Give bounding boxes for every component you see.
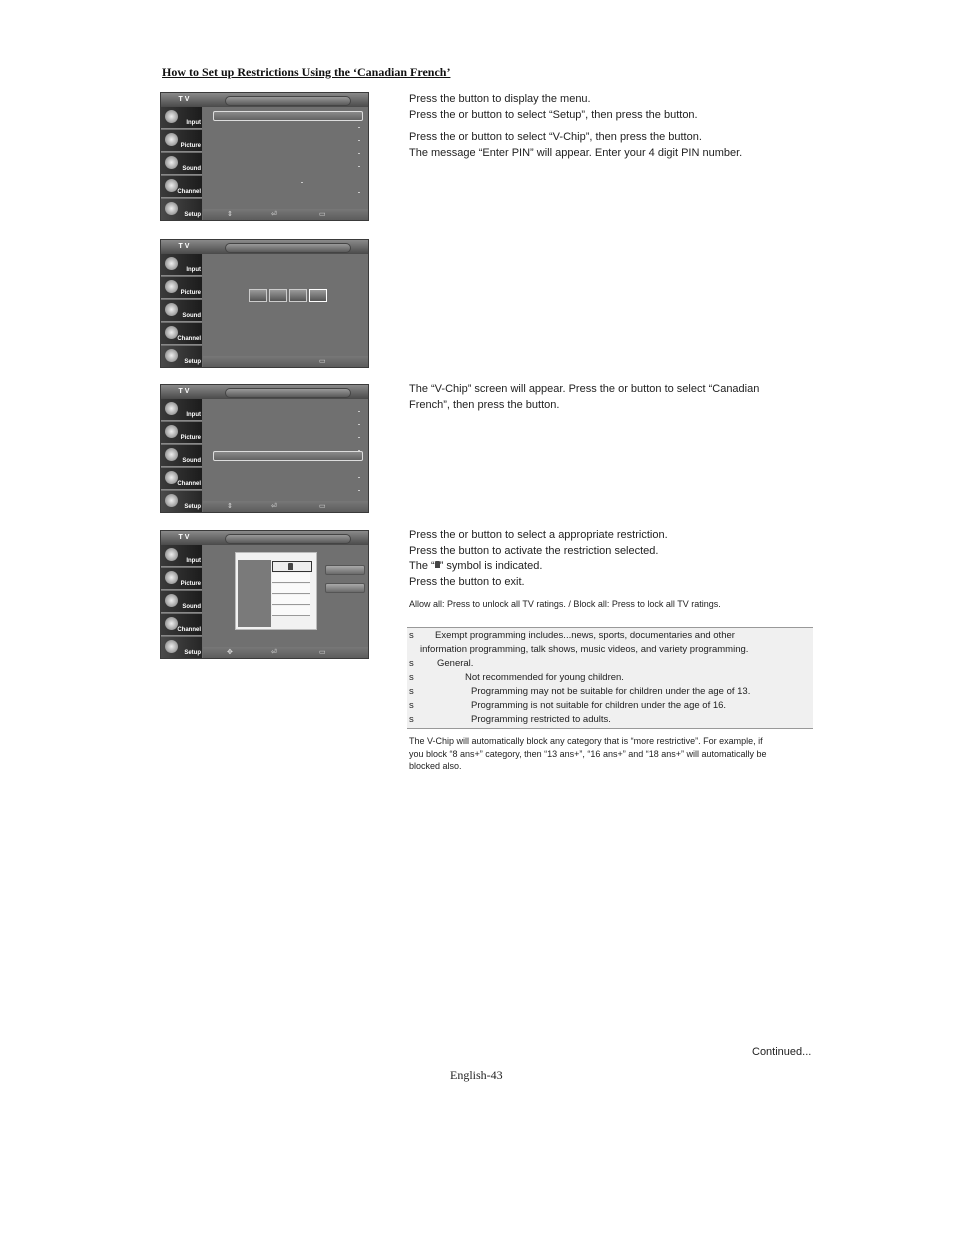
osd-sidebar — [161, 399, 202, 513]
page-number: English-43 — [450, 1068, 503, 1082]
osd-content — [203, 399, 368, 501]
step1-line: Press the or button to select “Setup”, then press the button. — [409, 109, 698, 121]
move-icon: ⇕ — [227, 503, 233, 510]
allow-block-note: Allow all: Press to unlock all TV ratings. / Block all: Press to lock all TV ratings. — [409, 599, 721, 609]
osd-title-pill — [225, 96, 351, 106]
step2-line: The “V-Chip” screen will appear. Press the or button to select “Canadian — [409, 383, 760, 395]
sound-icon — [165, 303, 178, 316]
pin-digit-box — [269, 289, 287, 302]
osd-item-sound — [161, 153, 202, 175]
step2-line: French”, then press the button. — [409, 399, 560, 411]
osd-item-label: Sound — [182, 313, 201, 319]
menu-dot — [301, 182, 303, 183]
osd-item-label: Channel — [177, 627, 201, 633]
vchip-note-line: blocked also. — [409, 761, 462, 771]
picture-icon — [165, 571, 178, 584]
rating-desc: General. — [437, 658, 474, 669]
tv-label: T V — [178, 96, 190, 103]
osd-item-label: Input — [186, 558, 201, 564]
setup-icon — [165, 349, 178, 362]
enter-icon: ⏎ — [271, 649, 277, 656]
osd-bottom-bar — [203, 209, 368, 220]
input-icon — [165, 257, 178, 270]
osd-enter-pin — [160, 239, 369, 368]
osd-title-bar — [161, 385, 368, 399]
return-icon: ▭ — [319, 649, 326, 656]
rating-cell — [272, 573, 310, 583]
setup-icon — [165, 640, 178, 653]
rating-cell — [272, 584, 310, 594]
osd-item-sound — [161, 300, 202, 322]
pin-digit-box — [309, 289, 327, 302]
osd-item-label: Picture — [180, 290, 201, 296]
bullet: s — [409, 700, 414, 711]
osd-item-label: Input — [186, 267, 201, 273]
step3-line: Press the button to activate the restriction selected. — [409, 545, 659, 557]
return-icon: ▭ — [319, 503, 326, 510]
osd-item-sound — [161, 445, 202, 467]
input-icon — [165, 548, 178, 561]
picture-icon — [165, 133, 178, 146]
step3-line: Press the or button to select a appropriate restriction. — [409, 529, 668, 541]
allow-all-button — [325, 565, 365, 575]
step1-line: The message “Enter PIN” will appear. Enter your 4 digit PIN number. — [409, 147, 743, 159]
osd-item-picture — [161, 277, 202, 299]
rating-desc: Programming restricted to adults. — [471, 714, 611, 725]
osd-item-input — [161, 545, 202, 567]
input-icon — [165, 402, 178, 415]
osd-item-label: Input — [186, 412, 201, 418]
osd-item-label: Sound — [182, 604, 201, 610]
vchip-note-line: you block “8 ans+” category, then “13 ans+”, “16 ans+” and “18 ans+” will automatically be — [409, 749, 767, 759]
move-icon: ✥ — [227, 649, 233, 656]
step3-line: Press the button to exit. — [409, 576, 525, 588]
sound-icon — [165, 448, 178, 461]
osd-item-label: Picture — [180, 143, 201, 149]
osd-item-channel — [161, 468, 202, 490]
osd-item-input — [161, 107, 202, 129]
menu-dot — [358, 477, 360, 478]
osd-item-setup — [161, 346, 202, 368]
osd-vchip-menu — [160, 384, 369, 513]
channel-icon — [165, 179, 178, 192]
pin-digit-box — [289, 289, 307, 302]
osd-item-label: Setup — [184, 212, 201, 218]
menu-dot — [358, 140, 360, 141]
menu-dot — [358, 153, 360, 154]
lock-icon — [288, 563, 293, 570]
return-icon: ▭ — [319, 211, 326, 218]
osd-item-picture — [161, 422, 202, 444]
osd-item-input — [161, 254, 202, 276]
rating-desc: Not recommended for young children. — [465, 672, 624, 683]
osd-bottom-bar — [203, 356, 368, 367]
osd-item-label: Channel — [177, 336, 201, 342]
setup-icon — [165, 494, 178, 507]
osd-item-setup — [161, 199, 202, 221]
osd-bottom-bar — [203, 647, 368, 658]
page-heading: How to Set up Restrictions Using the ‘Canadian French’ — [162, 65, 451, 79]
tv-label: T V — [178, 388, 190, 395]
osd-sidebar — [161, 254, 202, 368]
step1-line: Press the or button to select “V-Chip”, then press the button. — [409, 131, 702, 143]
bullet: s — [409, 714, 414, 725]
bullet: s — [409, 686, 414, 697]
osd-title-bar — [161, 531, 368, 545]
osd-item-input — [161, 399, 202, 421]
rating-desc: Exempt programming includes...news, sports, documentaries and other — [435, 630, 735, 641]
channel-icon — [165, 326, 178, 339]
osd-content — [203, 107, 368, 209]
osd-title-bar — [161, 93, 368, 107]
osd-item-label: Setup — [184, 650, 201, 656]
pin-digit-box — [249, 289, 267, 302]
enter-icon: ⏎ — [271, 503, 277, 510]
move-icon: ⇕ — [227, 211, 233, 218]
rating-cell — [272, 595, 310, 605]
setup-icon — [165, 202, 178, 215]
picture-icon — [165, 280, 178, 293]
osd-highlight-bar — [213, 451, 363, 461]
osd-item-label: Input — [186, 120, 201, 126]
sound-icon — [165, 594, 178, 607]
sound-icon — [165, 156, 178, 169]
menu-dot — [358, 490, 360, 491]
osd-item-label: Setup — [184, 504, 201, 510]
menu-dot — [358, 127, 360, 128]
bullet: s — [409, 658, 414, 669]
tv-label: T V — [178, 534, 190, 541]
channel-icon — [165, 617, 178, 630]
osd-item-label: Picture — [180, 435, 201, 441]
osd-item-label: Setup — [184, 359, 201, 365]
osd-title-pill — [225, 534, 351, 544]
osd-title-bar — [161, 240, 368, 254]
osd-item-picture — [161, 568, 202, 590]
input-icon — [165, 110, 178, 123]
menu-dot — [358, 411, 360, 412]
rating-cell — [272, 606, 310, 616]
osd-item-setup — [161, 491, 202, 513]
osd-item-label: Channel — [177, 481, 201, 487]
bullet: s — [409, 672, 414, 683]
osd-item-label: Channel — [177, 189, 201, 195]
osd-item-label: Sound — [182, 458, 201, 464]
menu-dot — [358, 437, 360, 438]
enter-icon: ⏎ — [271, 211, 277, 218]
osd-content — [203, 545, 368, 647]
rating-desc: Programming is not suitable for children under the age of 16. — [471, 700, 727, 711]
osd-canadian-french — [160, 530, 369, 659]
step1-line: Press the button to display the menu. — [409, 93, 591, 105]
osd-sidebar — [161, 545, 202, 659]
osd-content — [203, 254, 368, 356]
menu-dot — [358, 424, 360, 425]
vchip-note-line: The V-Chip will automatically block any category that is “more restrictive”. For example, if — [409, 736, 763, 746]
rating-desc: information programming, talk shows, music videos, and variety programming. — [420, 644, 749, 655]
osd-highlight-bar — [213, 111, 363, 121]
symbol-line-after: ” symbol is indicated. — [439, 560, 543, 572]
osd-setup-menu — [160, 92, 369, 221]
tv-label: T V — [178, 243, 190, 250]
osd-item-picture — [161, 130, 202, 152]
osd-item-channel — [161, 323, 202, 345]
menu-dot — [358, 192, 360, 193]
osd-title-pill — [225, 388, 351, 398]
step3-symbol-line — [409, 559, 542, 575]
osd-title-pill — [225, 243, 351, 253]
osd-item-label: Picture — [180, 581, 201, 587]
picture-icon — [165, 425, 178, 438]
osd-item-channel — [161, 176, 202, 198]
block-all-button — [325, 583, 365, 593]
ratings-table — [407, 627, 813, 729]
osd-sidebar — [161, 107, 202, 221]
rating-table — [235, 552, 317, 630]
bullet: s — [409, 630, 414, 641]
osd-item-channel — [161, 614, 202, 636]
osd-bottom-bar — [203, 501, 368, 512]
rating-desc: Programming may not be suitable for children under the age of 13. — [471, 686, 751, 697]
osd-item-sound — [161, 591, 202, 613]
channel-icon — [165, 471, 178, 484]
continued-label: Continued... — [752, 1046, 812, 1058]
menu-dot — [358, 166, 360, 167]
rating-label-column — [238, 560, 271, 627]
return-icon: ▭ — [319, 358, 326, 365]
osd-item-setup — [161, 637, 202, 659]
osd-item-label: Sound — [182, 166, 201, 172]
rating-cell — [272, 561, 312, 572]
symbol-line-before: The “ — [409, 560, 435, 572]
